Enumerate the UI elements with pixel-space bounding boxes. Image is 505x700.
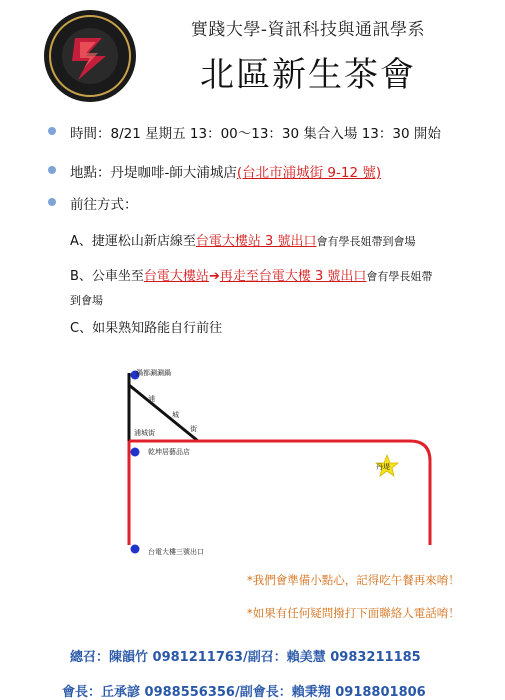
route-a-suffix: 會有學長姐帶到會場 — [316, 235, 416, 248]
route-b-continued: 到會場 — [70, 294, 103, 307]
contact-presidents: 會長：丘承諺 0988556356/副會長：賴秉翔 0918801806 — [62, 685, 426, 700]
map-dot-exit — [131, 545, 140, 554]
route-b-walk: 再走至台電大樓 3 號出口 — [219, 269, 367, 284]
route-map — [100, 355, 450, 570]
route-a-prefix: A、捷運松山新店線至 — [70, 234, 196, 249]
map-label-cheng: 城 — [172, 411, 179, 419]
contact-organizers: 總召：陳韻竹 0981211763/副召：賴美慧 0983211185 — [70, 650, 421, 665]
map-label-exit: 台電大樓三號出口 — [148, 548, 204, 556]
map-label-pu: 浦 — [148, 395, 155, 403]
map-label-dante: 丹堤 — [376, 463, 390, 471]
route-a — [70, 230, 415, 249]
route-label: 前往方式： — [70, 197, 138, 213]
bullet-place — [48, 166, 56, 174]
route-b-arrow: ➔ — [208, 269, 220, 284]
note-question: *如果有任何疑問撥打下面聯絡人電話唷！ — [247, 606, 460, 620]
route-a-station: 台電大樓站 3 號出口 — [195, 234, 317, 249]
bullet-time — [48, 127, 56, 135]
department-logo — [40, 6, 140, 106]
route-b-prefix: B、公車坐至 — [70, 269, 144, 284]
route-c: C、如果熟知路能自行前往 — [70, 321, 223, 336]
bullet-route — [48, 198, 56, 206]
map-label-hotpot: 鍋都涮涮鍋 — [136, 369, 171, 377]
place-address: (台北市浦城街 9-12 號) — [236, 165, 382, 181]
map-label-shop: 乾坤居藝品店 — [148, 448, 190, 456]
note-snack: *我們會準備小點心，記得吃午餐再來唷！ — [247, 573, 460, 587]
route-b — [70, 265, 432, 284]
map-dot-shop — [131, 448, 140, 457]
time-info: 時間：8/21 星期五 13：00～13：30 集合入場 13：30 開始 — [70, 126, 441, 142]
department-name: 實踐大學-資訊科技與通訊學系 — [190, 20, 426, 40]
route-b-station: 台電大樓站 — [143, 269, 209, 284]
place-name: 地點：丹堤咖啡-師大浦城店 — [70, 165, 237, 181]
page-title: 北區新生茶會 — [200, 55, 416, 95]
map-label-street: 浦城街 — [134, 429, 155, 437]
map-label-jie: 街 — [190, 425, 197, 433]
place-info — [70, 161, 381, 181]
route-b-suffix: 會有學長姐帶 — [366, 270, 433, 283]
